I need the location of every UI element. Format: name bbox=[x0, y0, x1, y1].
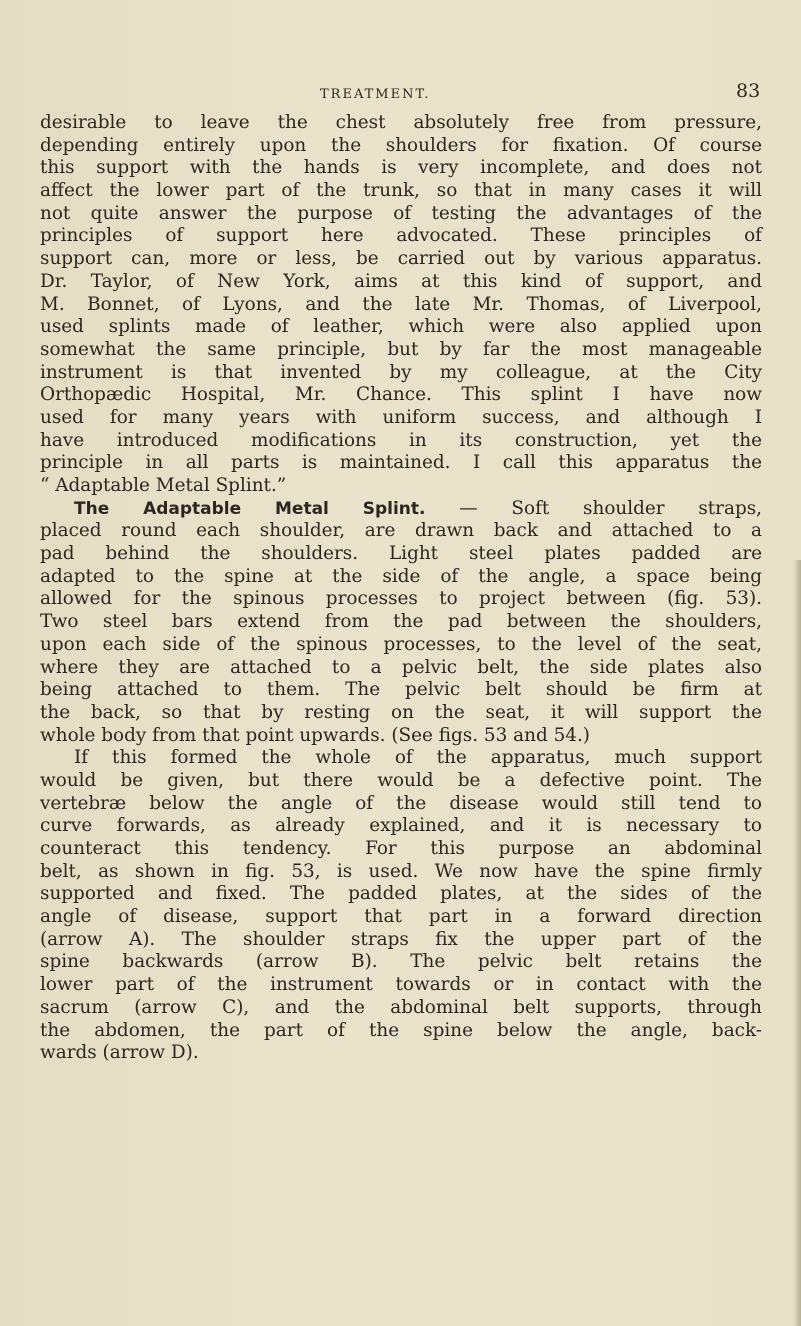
text-line: lower part of the instrument towards or in contact with the bbox=[40, 974, 762, 996]
text-line: depending entirely upon the shoulders for fixation. Of course bbox=[40, 134, 762, 156]
text-line: pad behind the shoulders. Light steel plates padded are bbox=[40, 543, 762, 565]
text-line: desirable to leave the chest absolutely free from pressure, bbox=[40, 112, 762, 133]
text-line: spine backwards (arrow B). The pelvic belt retains the bbox=[40, 951, 762, 973]
text-line: “ Adaptable Metal Splint.” bbox=[40, 475, 287, 496]
text-line: where they are attached to a pelvic belt, the side plates also bbox=[40, 656, 762, 678]
text-line: the back, so that by resting on the seat, it will support the bbox=[40, 701, 762, 723]
text-line: have introduced modifications in its construction, yet the bbox=[40, 429, 762, 451]
text-line: supported and fixed. The padded plates, at the sides of the bbox=[40, 883, 762, 905]
page-number: 83 bbox=[736, 80, 761, 102]
text-line: somewhat the same principle, but by far the most manageable bbox=[40, 338, 762, 360]
text-line: used splints made of leather, which were also applied upon bbox=[40, 316, 762, 338]
text-line: vertebræ below the angle of the disease would still tend to bbox=[40, 792, 762, 814]
text-line: used for many years with uniform success, and although I bbox=[40, 406, 762, 428]
heading-run-in-text: — Soft shoulder straps, bbox=[425, 497, 762, 519]
text-line: the abdomen, the part of the spine below the angle, back- bbox=[40, 1019, 762, 1041]
text-line: wards (arrow D). bbox=[40, 1042, 199, 1064]
text-line: counteract this tendency. For this purpose an abdominal bbox=[40, 838, 762, 859]
text-line: principle in all parts is maintained. I call this apparatus the bbox=[40, 452, 762, 474]
text-line: placed round each shoulder, are drawn back and attached to a bbox=[40, 520, 762, 542]
running-head: TREATMENT. bbox=[320, 87, 431, 102]
text-line: Two steel bars extend from the pad between the shoulders, bbox=[40, 611, 762, 633]
text-line: whole body from that point upwards. (See figs. 53 and 54.) bbox=[40, 724, 590, 746]
text-line: sacrum (arrow C), and the abdominal belt supports, through bbox=[40, 996, 762, 1018]
text-line: angle of disease, support that part in a forward direction bbox=[40, 906, 762, 928]
text-line: allowed for the spinous processes to project between (fig. 53). bbox=[40, 588, 762, 610]
page-edge-shadow bbox=[793, 560, 801, 1326]
text-line: M. Bonnet, of Lyons, and the late Mr. Thomas, of Liverpool, bbox=[40, 293, 762, 315]
text-line: not quite answer the purpose of testing the advantages of the bbox=[40, 202, 762, 224]
text-line: Orthopædic Hospital, Mr. Chance. This splint I have now bbox=[40, 384, 762, 406]
text-line: curve forwards, as already explained, and it is necessary to bbox=[40, 815, 762, 837]
text-line: Dr. Taylor, of New York, aims at this kind of support, and bbox=[40, 270, 762, 292]
section-first-line bbox=[40, 498, 762, 521]
text-line: (arrow A). The shoulder straps fix the upper part of the bbox=[40, 928, 762, 950]
text-line: adapted to the spine at the side of the angle, a space being bbox=[40, 565, 762, 587]
text-line: being attached to them. The pelvic belt should be firm at bbox=[40, 679, 762, 701]
text-line: belt, as shown in fig. 53, is used. We now have the spine firmly bbox=[40, 860, 762, 882]
text-line: would be given, but there would be a defective point. The bbox=[40, 769, 762, 791]
section-heading: The Adaptable Metal Splint. bbox=[74, 498, 426, 519]
text-line: instrument is that invented by my colleague, at the City bbox=[40, 361, 762, 383]
body-text bbox=[40, 112, 762, 1065]
text-line: affect the lower part of the trunk, so that in many cases it will bbox=[40, 180, 762, 202]
text-line: upon each side of the spinous processes, to the level of the seat, bbox=[40, 633, 762, 655]
text-line: support can, more or less, be carried out by various apparatus. bbox=[40, 248, 762, 270]
text-line: If this formed the whole of the apparatus, much support bbox=[74, 747, 762, 769]
text-line: principles of support here advocated. These principles of bbox=[40, 225, 762, 247]
text-line: this support with the hands is very incomplete, and does not bbox=[40, 157, 762, 179]
